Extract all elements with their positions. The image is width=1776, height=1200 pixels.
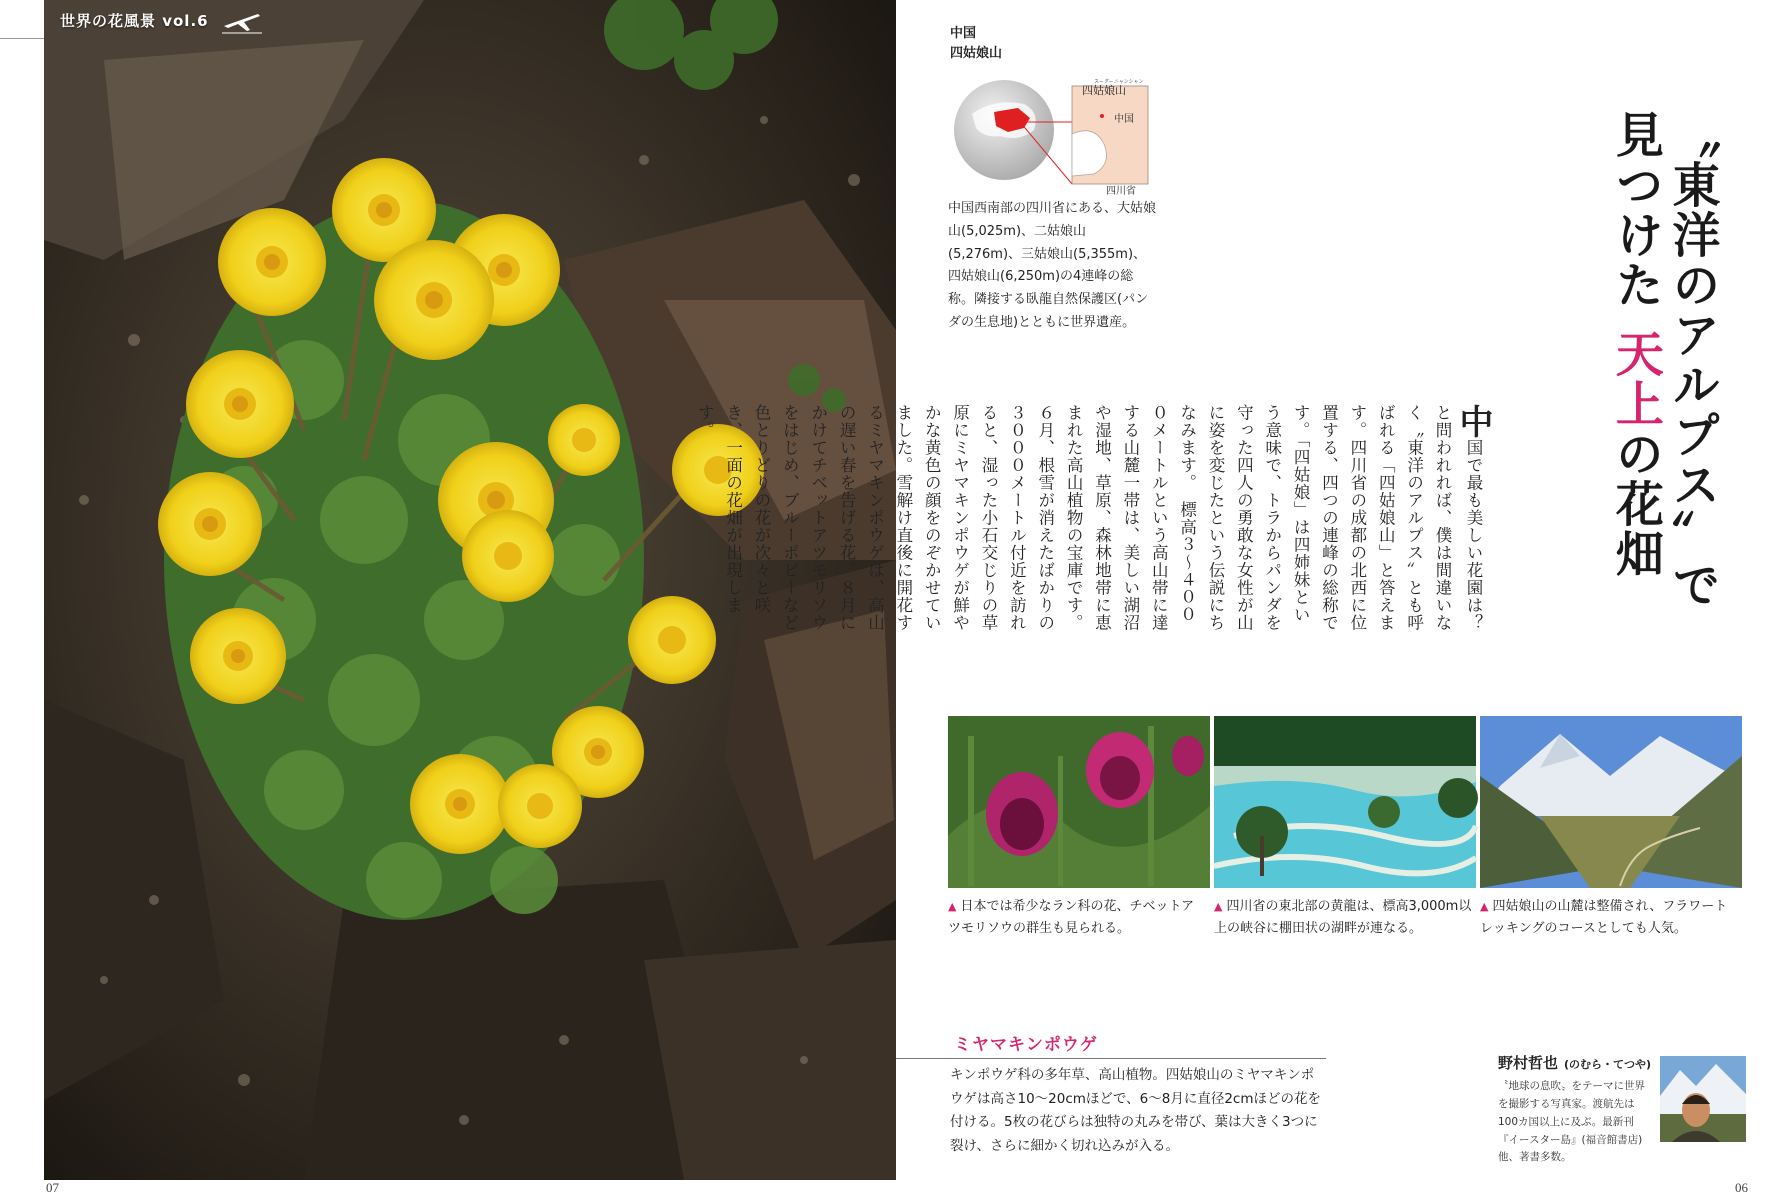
photo-huanglong — [1214, 716, 1476, 888]
photo-valley — [1480, 716, 1742, 888]
location-place: 四姑娘山 — [950, 46, 1003, 61]
species-name: ミヤマキンポウゲ — [954, 1035, 1098, 1055]
photographer-reading: (のむら・てつや) — [1564, 1058, 1652, 1071]
species-rule — [896, 1058, 1326, 1059]
article-title — [1607, 110, 1720, 640]
photo-caption-3: ▲ 四姑娘山の山麓は整備され、フラワートレッキングのコースとしても人気。 — [1480, 899, 1728, 937]
map-place-label: 四姑娘山 — [1082, 84, 1126, 97]
airplane-icon — [222, 4, 262, 34]
map-country-label: 中国 — [1114, 114, 1134, 125]
map-province-label: 四川省 — [1106, 186, 1136, 197]
location-intro: 中国西南部の四川省にある、大姑娘山(5,025m)、二姑娘山(5,276m)、三姑娘山(5,355m)、四姑娘山(6,250m)の4連峰の総称。隣接する臥龍自然保護区(パンダの生息地)とともに世界遺産。 — [948, 201, 1157, 330]
triangle-icon: ▲ — [1480, 900, 1489, 913]
title-line-2-rest: の花畑 — [1607, 429, 1664, 579]
photo-orchid — [948, 716, 1210, 888]
triangle-icon: ▲ — [948, 900, 957, 913]
triangle-icon: ▲ — [1214, 900, 1223, 913]
title-line-1: 〝東洋のアルプス〟で見つけた — [1607, 110, 1720, 610]
page-number-left: 07 — [46, 1180, 59, 1195]
photographer-bio: 〝地球の息吹〟をテーマに世界を撮影する写真家。渡航先は100カ国以上に及ぶ。最新刊『イースター島』(福音館書店)他、著書多数。 — [1498, 1080, 1645, 1164]
top-rule — [0, 38, 44, 39]
photographer-name: 野村哲也 (のむら・てつや) — [1498, 1054, 1652, 1072]
location-country: 中国 — [950, 26, 977, 41]
body-text: 国で最も美しい花園は？と問われれば、僕は間違いなく〝東洋のアルプス〟とも呼ばれる「四姑娘山」と答えます。四川省の成都の北西に位置する、四つの連峰の総称です。「四姑娘」は四姉妹という意味で、トラからパンダを守った四人の勇敢な女性が山に姿を変じたという伝説にちなみます。 標高３～４０００メートルという高山帯に達する山麓一帯は、美しい湖沼や湿地、草原、森林地帯に恵まれた高山植物の宝庫です。６月、根雪が消えたばかりの３０００メートル付近を訪れると、湿った小石交じりの草原にミヤマキンポウゲが鮮やかな黄色の顔をのぞかせていました。雪解け直後に開花するミヤマキンポウゲは、高山の遅い春を告げる花。８月にかけてチベットアツモリソウをはじめ、ブルーポピーなど色とりどりの花が次々と咲き、一面の花畑が出現します。 — [695, 404, 1483, 632]
series-tag: 世界の花風景 vol.6 — [60, 12, 209, 30]
article-body — [695, 404, 1493, 640]
title-line-2 — [1607, 329, 1663, 579]
drop-cap: 中 — [1453, 404, 1493, 439]
locator-map — [954, 64, 1170, 196]
photo-caption-2: ▲ 四川省の東北部の黄龍は、標高3,000m以上の峡谷に棚田状の湖畔が連なる。 — [1214, 899, 1472, 937]
photographer-portrait — [1660, 1056, 1746, 1142]
title-accent: 天上 — [1607, 329, 1664, 429]
species-description: キンポウゲ科の多年草、高山植物。四姑娘山のミヤマキンポウゲは高さ10～20cmほどで、6～8月に直径2cmほどの花を付ける。5枚の花びらは独特の丸みを帯び、葉は大きく3つに裂け、さらに細かく切れ込みが入る。 — [950, 1067, 1321, 1154]
page-number-right: 06 — [1735, 1180, 1748, 1195]
photo-caption-1: ▲ 日本では希少なラン科の花、チベットアツモリソウの群生も見られる。 — [948, 899, 1195, 937]
map-place-ruby: スーグーニャンシャン — [1094, 79, 1144, 85]
